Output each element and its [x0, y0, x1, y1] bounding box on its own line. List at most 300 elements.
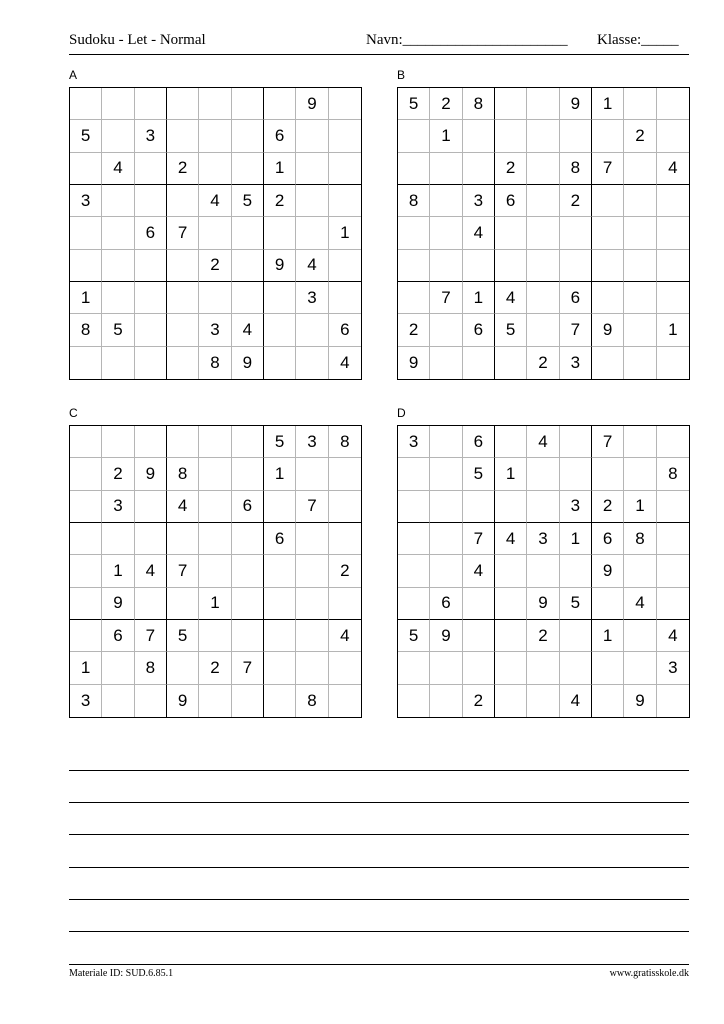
sudoku-cell[interactable]: [70, 426, 102, 458]
sudoku-cell[interactable]: [398, 685, 430, 717]
sudoku-cell[interactable]: [430, 153, 462, 185]
sudoku-cell[interactable]: 1: [463, 282, 495, 314]
sudoku-cell[interactable]: [296, 153, 328, 185]
sudoku-cell[interactable]: [167, 120, 199, 152]
sudoku-cell[interactable]: [232, 523, 264, 555]
sudoku-cell[interactable]: [232, 458, 264, 490]
sudoku-cell[interactable]: 2: [167, 153, 199, 185]
sudoku-cell[interactable]: [167, 282, 199, 314]
sudoku-cell[interactable]: 1: [264, 153, 296, 185]
sudoku-cell[interactable]: [657, 491, 689, 523]
sudoku-cell[interactable]: 3: [135, 120, 167, 152]
sudoku-cell[interactable]: [430, 685, 462, 717]
sudoku-cell[interactable]: [135, 685, 167, 717]
sudoku-cell[interactable]: 8: [70, 314, 102, 346]
sudoku-cell[interactable]: [329, 185, 361, 217]
sudoku-cell[interactable]: [430, 426, 462, 458]
sudoku-cell[interactable]: [102, 217, 134, 249]
sudoku-cell[interactable]: [135, 185, 167, 217]
sudoku-cell[interactable]: [495, 588, 527, 620]
sudoku-cell[interactable]: 4: [135, 555, 167, 587]
sudoku-cell[interactable]: [560, 652, 592, 684]
sudoku-cell[interactable]: [199, 458, 231, 490]
sudoku-cell[interactable]: [167, 426, 199, 458]
sudoku-cell[interactable]: [463, 250, 495, 282]
writing-line[interactable]: [69, 931, 689, 963]
sudoku-cell[interactable]: [398, 523, 430, 555]
sudoku-cell[interactable]: [232, 153, 264, 185]
sudoku-cell[interactable]: 3: [657, 652, 689, 684]
sudoku-cell[interactable]: 7: [167, 217, 199, 249]
sudoku-cell[interactable]: [430, 523, 462, 555]
sudoku-cell[interactable]: 4: [102, 153, 134, 185]
sudoku-cell[interactable]: [102, 347, 134, 379]
sudoku-cell[interactable]: 1: [430, 120, 462, 152]
sudoku-cell[interactable]: [135, 282, 167, 314]
sudoku-cell[interactable]: 3: [199, 314, 231, 346]
sudoku-cell[interactable]: [495, 620, 527, 652]
sudoku-cell[interactable]: 1: [199, 588, 231, 620]
sudoku-cell[interactable]: [135, 250, 167, 282]
sudoku-cell[interactable]: 2: [495, 153, 527, 185]
sudoku-cell[interactable]: [70, 555, 102, 587]
sudoku-cell[interactable]: 5: [463, 458, 495, 490]
sudoku-cell[interactable]: 2: [199, 652, 231, 684]
sudoku-cell[interactable]: 3: [296, 426, 328, 458]
sudoku-cell[interactable]: 3: [102, 491, 134, 523]
sudoku-cell[interactable]: 4: [199, 185, 231, 217]
sudoku-cell[interactable]: [398, 250, 430, 282]
sudoku-cell[interactable]: [398, 458, 430, 490]
sudoku-cell[interactable]: [430, 217, 462, 249]
sudoku-cell[interactable]: 1: [102, 555, 134, 587]
sudoku-cell[interactable]: [560, 555, 592, 587]
sudoku-cell[interactable]: [329, 282, 361, 314]
sudoku-cell[interactable]: 8: [135, 652, 167, 684]
sudoku-cell[interactable]: [495, 652, 527, 684]
sudoku-cell[interactable]: 9: [232, 347, 264, 379]
sudoku-cell[interactable]: 5: [495, 314, 527, 346]
sudoku-cell[interactable]: [624, 282, 656, 314]
sudoku-cell[interactable]: [329, 685, 361, 717]
sudoku-cell[interactable]: 7: [296, 491, 328, 523]
sudoku-cell[interactable]: [135, 426, 167, 458]
sudoku-cell[interactable]: [329, 250, 361, 282]
sudoku-cell[interactable]: [624, 314, 656, 346]
sudoku-cell[interactable]: [167, 652, 199, 684]
sudoku-cell[interactable]: 6: [102, 620, 134, 652]
sudoku-cell[interactable]: [70, 217, 102, 249]
writing-line[interactable]: [69, 834, 689, 866]
sudoku-cell[interactable]: 5: [167, 620, 199, 652]
sudoku-cell[interactable]: [463, 491, 495, 523]
sudoku-cell[interactable]: [199, 555, 231, 587]
sudoku-cell[interactable]: [264, 491, 296, 523]
sudoku-cell[interactable]: 4: [624, 588, 656, 620]
sudoku-cell[interactable]: 2: [592, 491, 624, 523]
sudoku-cell[interactable]: [70, 588, 102, 620]
sudoku-cell[interactable]: [463, 153, 495, 185]
sudoku-cell[interactable]: 2: [102, 458, 134, 490]
sudoku-cell[interactable]: [102, 185, 134, 217]
sudoku-cell[interactable]: [167, 185, 199, 217]
sudoku-cell[interactable]: 7: [135, 620, 167, 652]
sudoku-cell[interactable]: [463, 620, 495, 652]
sudoku-cell[interactable]: 2: [527, 620, 559, 652]
sudoku-cell[interactable]: 7: [430, 282, 462, 314]
sudoku-cell[interactable]: [232, 588, 264, 620]
sudoku-cell[interactable]: [329, 120, 361, 152]
sudoku-cell[interactable]: 2: [624, 120, 656, 152]
writing-line[interactable]: [69, 770, 689, 802]
sudoku-cell[interactable]: [495, 88, 527, 120]
sudoku-cell[interactable]: 9: [560, 88, 592, 120]
sudoku-cell[interactable]: [398, 491, 430, 523]
sudoku-cell[interactable]: [657, 120, 689, 152]
sudoku-cell[interactable]: [135, 523, 167, 555]
sudoku-cell[interactable]: [560, 217, 592, 249]
writing-line[interactable]: [69, 867, 689, 899]
sudoku-cell[interactable]: [527, 250, 559, 282]
sudoku-cell[interactable]: [296, 620, 328, 652]
sudoku-cell[interactable]: [527, 217, 559, 249]
sudoku-cell[interactable]: 8: [398, 185, 430, 217]
sudoku-cell[interactable]: 9: [592, 555, 624, 587]
sudoku-cell[interactable]: [199, 120, 231, 152]
sudoku-cell[interactable]: [199, 282, 231, 314]
sudoku-cell[interactable]: 1: [592, 88, 624, 120]
sudoku-cell[interactable]: [430, 250, 462, 282]
sudoku-cell[interactable]: [264, 347, 296, 379]
sudoku-cell[interactable]: [329, 88, 361, 120]
sudoku-cell[interactable]: [430, 491, 462, 523]
sudoku-cell[interactable]: [592, 185, 624, 217]
sudoku-cell[interactable]: [527, 555, 559, 587]
sudoku-cell[interactable]: 9: [398, 347, 430, 379]
sudoku-cell[interactable]: [135, 153, 167, 185]
sudoku-cell[interactable]: 9: [624, 685, 656, 717]
sudoku-cell[interactable]: 4: [560, 685, 592, 717]
sudoku-cell[interactable]: [135, 347, 167, 379]
sudoku-cell[interactable]: [624, 620, 656, 652]
sudoku-cell[interactable]: [167, 88, 199, 120]
sudoku-cell[interactable]: 5: [264, 426, 296, 458]
sudoku-cell[interactable]: [296, 185, 328, 217]
sudoku-cell[interactable]: [167, 347, 199, 379]
sudoku-cell[interactable]: [657, 282, 689, 314]
sudoku-cell[interactable]: 3: [560, 347, 592, 379]
sudoku-cell[interactable]: [70, 88, 102, 120]
sudoku-cell[interactable]: 5: [232, 185, 264, 217]
sudoku-cell[interactable]: 1: [560, 523, 592, 555]
sudoku-cell[interactable]: 9: [102, 588, 134, 620]
sudoku-cell[interactable]: [657, 426, 689, 458]
sudoku-cell[interactable]: 7: [463, 523, 495, 555]
sudoku-cell[interactable]: [232, 250, 264, 282]
sudoku-cell[interactable]: [430, 555, 462, 587]
sudoku-cell[interactable]: 1: [70, 652, 102, 684]
sudoku-cell[interactable]: [329, 523, 361, 555]
sudoku-cell[interactable]: 1: [657, 314, 689, 346]
sudoku-cell[interactable]: 6: [592, 523, 624, 555]
sudoku-cell[interactable]: 9: [527, 588, 559, 620]
sudoku-cell[interactable]: 2: [430, 88, 462, 120]
sudoku-cell[interactable]: [463, 120, 495, 152]
sudoku-cell[interactable]: 6: [264, 120, 296, 152]
sudoku-cell[interactable]: 9: [264, 250, 296, 282]
sudoku-cell[interactable]: 7: [232, 652, 264, 684]
sudoku-cell[interactable]: [624, 555, 656, 587]
sudoku-cell[interactable]: [592, 347, 624, 379]
sudoku-cell[interactable]: [527, 120, 559, 152]
sudoku-cell[interactable]: [135, 588, 167, 620]
sudoku-cell[interactable]: 4: [340, 352, 350, 372]
sudoku-cell[interactable]: [296, 347, 328, 379]
sudoku-cell[interactable]: 4: [527, 426, 559, 458]
sudoku-cell[interactable]: [199, 523, 231, 555]
sudoku-cell[interactable]: [199, 217, 231, 249]
sudoku-cell[interactable]: [232, 685, 264, 717]
sudoku-cell[interactable]: [264, 652, 296, 684]
sudoku-cell[interactable]: 8: [463, 88, 495, 120]
sudoku-cell[interactable]: [527, 185, 559, 217]
sudoku-cell[interactable]: [135, 88, 167, 120]
sudoku-cell[interactable]: [657, 588, 689, 620]
sudoku-cell[interactable]: [527, 685, 559, 717]
sudoku-cell[interactable]: [527, 153, 559, 185]
sudoku-cell[interactable]: [463, 347, 495, 379]
sudoku-cell[interactable]: [232, 217, 264, 249]
sudoku-cell[interactable]: [624, 153, 656, 185]
sudoku-cell[interactable]: 1: [329, 217, 361, 249]
sudoku-cell[interactable]: 3: [560, 491, 592, 523]
sudoku-cell[interactable]: [167, 588, 199, 620]
sudoku-cell[interactable]: [232, 282, 264, 314]
sudoku-cell[interactable]: 3: [70, 685, 102, 717]
sudoku-cell[interactable]: [624, 426, 656, 458]
sudoku-cell[interactable]: [495, 217, 527, 249]
sudoku-cell[interactable]: 6: [232, 491, 264, 523]
sudoku-cell[interactable]: 9: [135, 458, 167, 490]
sudoku-cell[interactable]: [102, 523, 134, 555]
sudoku-cell[interactable]: 4: [463, 555, 495, 587]
sudoku-cell[interactable]: [167, 314, 199, 346]
sudoku-cell[interactable]: 3: [70, 185, 102, 217]
sudoku-cell[interactable]: [592, 458, 624, 490]
sudoku-cell[interactable]: 6: [463, 426, 495, 458]
sudoku-cell[interactable]: [657, 250, 689, 282]
sudoku-cell[interactable]: [657, 185, 689, 217]
sudoku-cell[interactable]: [296, 314, 328, 346]
sudoku-cell[interactable]: [527, 314, 559, 346]
sudoku-cell[interactable]: 9: [430, 620, 462, 652]
sudoku-cell[interactable]: [70, 153, 102, 185]
sudoku-cell[interactable]: [264, 620, 296, 652]
sudoku-cell[interactable]: 4: [296, 250, 328, 282]
sudoku-cell[interactable]: 6: [463, 314, 495, 346]
sudoku-cell[interactable]: 9: [296, 88, 328, 120]
sudoku-cell[interactable]: 5: [102, 314, 134, 346]
sudoku-cell[interactable]: [430, 458, 462, 490]
sudoku-cell[interactable]: 4: [329, 620, 361, 652]
sudoku-cell[interactable]: [264, 685, 296, 717]
sudoku-cell[interactable]: 8: [560, 153, 592, 185]
sudoku-cell[interactable]: 3: [398, 426, 430, 458]
sudoku-cell[interactable]: [102, 652, 134, 684]
sudoku-cell[interactable]: 1: [624, 491, 656, 523]
sudoku-cell[interactable]: 1: [70, 282, 102, 314]
sudoku-cell[interactable]: [495, 347, 527, 379]
sudoku-cell[interactable]: [232, 555, 264, 587]
sudoku-cell[interactable]: [592, 588, 624, 620]
sudoku-cell[interactable]: [398, 555, 430, 587]
sudoku-cell[interactable]: [329, 652, 361, 684]
sudoku-cell[interactable]: [167, 523, 199, 555]
sudoku-cell[interactable]: [264, 282, 296, 314]
sudoku-cell[interactable]: [495, 491, 527, 523]
sudoku-cell[interactable]: [624, 88, 656, 120]
sudoku-cell[interactable]: 2: [527, 347, 559, 379]
sudoku-cell[interactable]: [495, 250, 527, 282]
sudoku-cell[interactable]: [527, 652, 559, 684]
sudoku-cell[interactable]: [70, 347, 102, 379]
sudoku-cell[interactable]: 6: [560, 282, 592, 314]
sudoku-cell[interactable]: [70, 458, 102, 490]
sudoku-cell[interactable]: 4: [167, 491, 199, 523]
sudoku-cell[interactable]: [296, 120, 328, 152]
sudoku-cell[interactable]: 4: [463, 217, 495, 249]
sudoku-cell[interactable]: [296, 652, 328, 684]
sudoku-cell[interactable]: 2: [199, 250, 231, 282]
sudoku-cell[interactable]: [398, 120, 430, 152]
sudoku-cell[interactable]: [495, 426, 527, 458]
writing-line[interactable]: [69, 802, 689, 834]
sudoku-cell[interactable]: [657, 685, 689, 717]
sudoku-cell[interactable]: [398, 588, 430, 620]
sudoku-cell[interactable]: 2: [264, 185, 296, 217]
sudoku-cell[interactable]: 2: [463, 685, 495, 717]
sudoku-cell[interactable]: 8: [167, 458, 199, 490]
sudoku-cell[interactable]: [232, 426, 264, 458]
sudoku-cell[interactable]: 7: [167, 555, 199, 587]
sudoku-cell[interactable]: [527, 282, 559, 314]
sudoku-cell[interactable]: [329, 153, 361, 185]
sudoku-cell[interactable]: [296, 458, 328, 490]
sudoku-cell[interactable]: [430, 652, 462, 684]
sudoku-cell[interactable]: [624, 347, 656, 379]
sudoku-cell[interactable]: [624, 217, 656, 249]
sudoku-cell[interactable]: [430, 347, 462, 379]
sudoku-cell[interactable]: 9: [592, 314, 624, 346]
sudoku-cell[interactable]: [560, 458, 592, 490]
sudoku-cell[interactable]: 8: [624, 523, 656, 555]
sudoku-cell[interactable]: [592, 685, 624, 717]
sudoku-cell[interactable]: 6: [135, 217, 167, 249]
sudoku-cell[interactable]: 7: [592, 153, 624, 185]
sudoku-cell[interactable]: 5: [398, 620, 430, 652]
sudoku-cell[interactable]: [102, 120, 134, 152]
sudoku-cell[interactable]: [398, 652, 430, 684]
sudoku-cell[interactable]: [70, 620, 102, 652]
sudoku-cell[interactable]: 6: [430, 588, 462, 620]
sudoku-cell[interactable]: [264, 555, 296, 587]
sudoku-cell[interactable]: 8: [296, 685, 328, 717]
sudoku-cell[interactable]: 2: [329, 555, 361, 587]
sudoku-cell[interactable]: [527, 458, 559, 490]
sudoku-cell[interactable]: [463, 652, 495, 684]
sudoku-cell[interactable]: [264, 88, 296, 120]
sudoku-cell[interactable]: [296, 217, 328, 249]
sudoku-cell[interactable]: [495, 685, 527, 717]
sudoku-cell[interactable]: 8: [657, 458, 689, 490]
sudoku-cell[interactable]: 7: [592, 426, 624, 458]
sudoku-cell[interactable]: 6: [495, 185, 527, 217]
sudoku-cell[interactable]: [135, 491, 167, 523]
sudoku-cell[interactable]: [592, 217, 624, 249]
sudoku-cell[interactable]: 2: [560, 185, 592, 217]
sudoku-cell[interactable]: [560, 620, 592, 652]
sudoku-cell[interactable]: 4: [495, 282, 527, 314]
sudoku-cell[interactable]: 6: [264, 523, 296, 555]
sudoku-cell[interactable]: [398, 153, 430, 185]
sudoku-cell[interactable]: [70, 491, 102, 523]
sudoku-cell[interactable]: [329, 458, 361, 490]
sudoku-cell[interactable]: [199, 153, 231, 185]
sudoku-cell[interactable]: [527, 491, 559, 523]
sudoku-cell[interactable]: 6: [329, 314, 361, 346]
sudoku-cell[interactable]: [102, 685, 134, 717]
sudoku-cell[interactable]: [232, 120, 264, 152]
sudoku-cell[interactable]: 4: [232, 314, 264, 346]
sudoku-cell[interactable]: 4: [495, 523, 527, 555]
writing-line[interactable]: [69, 899, 689, 931]
sudoku-cell[interactable]: [199, 620, 231, 652]
sudoku-cell[interactable]: 8: [199, 347, 231, 379]
sudoku-cell[interactable]: [296, 588, 328, 620]
sudoku-cell[interactable]: [102, 250, 134, 282]
sudoku-cell[interactable]: [102, 88, 134, 120]
sudoku-cell[interactable]: 9: [167, 685, 199, 717]
sudoku-cell[interactable]: [264, 588, 296, 620]
sudoku-cell[interactable]: 8: [329, 426, 361, 458]
sudoku-cell[interactable]: [624, 652, 656, 684]
sudoku-cell[interactable]: [624, 185, 656, 217]
sudoku-cell[interactable]: 3: [296, 282, 328, 314]
sudoku-cell[interactable]: [264, 314, 296, 346]
sudoku-cell[interactable]: [624, 458, 656, 490]
sudoku-cell[interactable]: [657, 555, 689, 587]
sudoku-cell[interactable]: [592, 250, 624, 282]
sudoku-cell[interactable]: 1: [592, 620, 624, 652]
sudoku-cell[interactable]: [232, 620, 264, 652]
sudoku-cell[interactable]: [495, 555, 527, 587]
sudoku-cell[interactable]: [624, 250, 656, 282]
sudoku-cell[interactable]: [527, 88, 559, 120]
sudoku-cell[interactable]: [398, 217, 430, 249]
sudoku-cell[interactable]: [102, 426, 134, 458]
sudoku-cell[interactable]: [264, 217, 296, 249]
sudoku-cell[interactable]: [102, 282, 134, 314]
sudoku-cell[interactable]: 4: [657, 620, 689, 652]
sudoku-cell[interactable]: [296, 555, 328, 587]
sudoku-cell[interactable]: [657, 347, 689, 379]
sudoku-cell[interactable]: [70, 523, 102, 555]
sudoku-cell[interactable]: [430, 185, 462, 217]
sudoku-cell[interactable]: [657, 88, 689, 120]
sudoku-cell[interactable]: [592, 652, 624, 684]
sudoku-cell[interactable]: 7: [560, 314, 592, 346]
sudoku-cell[interactable]: [560, 250, 592, 282]
